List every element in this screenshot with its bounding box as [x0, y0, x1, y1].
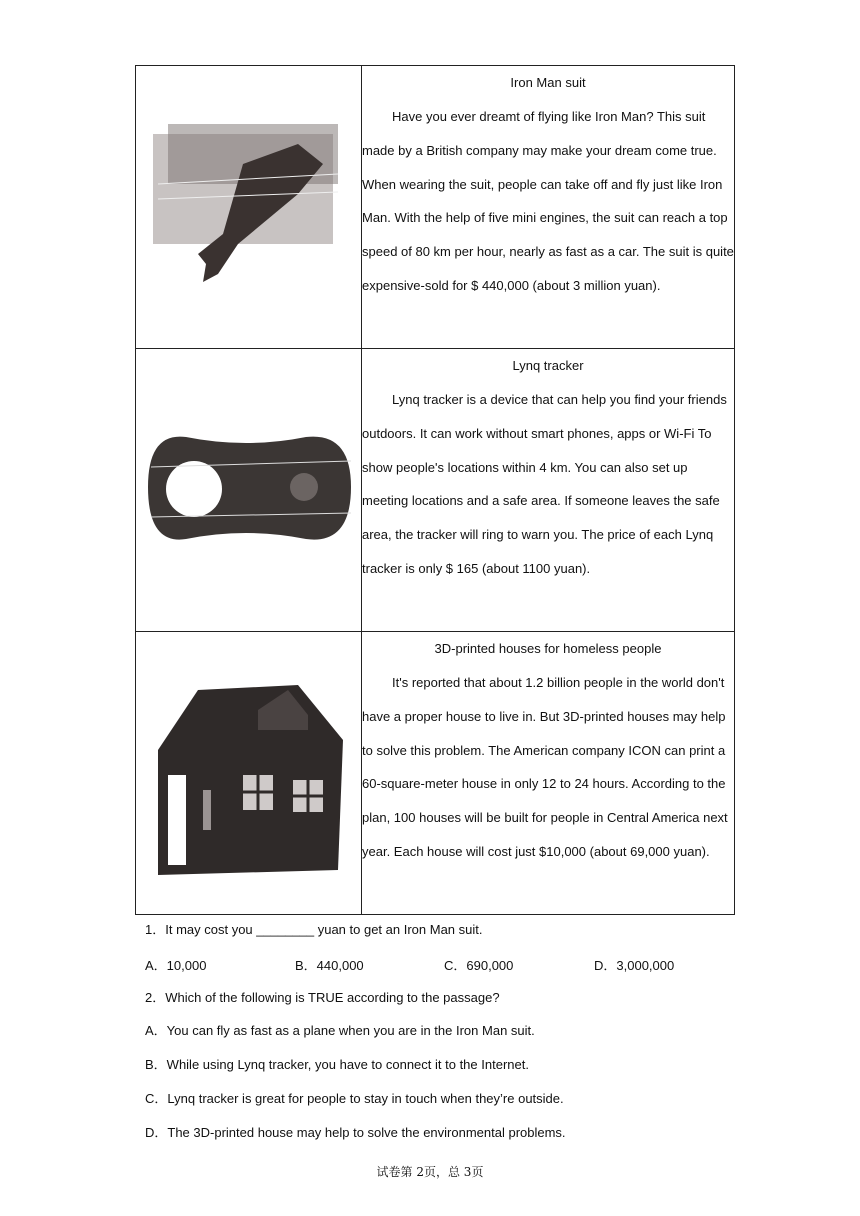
passage-table	[135, 65, 735, 915]
item-body: It's reported that about 1.2 billion people in the world don't have a proper house to live in. But 3D-printed houses may help to solve this problem. The American company ICON can print a 60-square-meter house in only 12 to 24 hours. According to the plan, 100 houses will be built for people in Central America next year. Each house will cost just $10,000 (about 69,000 yuan).	[362, 675, 728, 859]
item-title: Iron Man suit	[510, 75, 586, 90]
option-b[interactable]: B．440,000	[295, 958, 364, 973]
image-cell	[136, 349, 362, 632]
image-cell	[136, 632, 362, 915]
option-d[interactable]: D．The 3D-printed house may help to solve the environmental problems.	[145, 1125, 566, 1140]
text-cell	[362, 66, 735, 349]
image-cell	[136, 66, 362, 349]
table-row	[136, 632, 735, 915]
item-title: 3D-printed houses for homeless people	[434, 641, 662, 656]
option-c[interactable]: C．Lynq tracker is great for people to stay in touch when they’re outside.	[145, 1091, 564, 1106]
question-2: 2．Which of the following is TRUE according to the passage?	[145, 990, 500, 1005]
item-body: Lynq tracker is a device that can help you find your friends outdoors. It can work without smart phones, apps or Wi-Fi To show people's locations within 4 km. You can also set up meeting locations and a safe area. If someone leaves the safe area, the tracker will ring to warn you. The price of each Lynq tracker is only $ 165 (about 1100 yuan).	[362, 392, 727, 576]
tracker-device-image	[146, 427, 356, 557]
item-title: Lynq tracker	[512, 358, 584, 373]
flying-man-image	[148, 124, 348, 294]
option-b[interactable]: B．While using Lynq tracker, you have to connect it to the Internet.	[145, 1057, 529, 1072]
item-body: Have you ever dreamt of flying like Iron Man? This suit made by a British company may make your dream come true. When wearing the suit, people can take off and fly just like Iron Man. With the help of five mini engines, the suit can reach a top speed of 80 km per hour, nearly as fast as a car. The suit is quite expensive-sold for $ 440,000 (about 3 million yuan).	[362, 109, 734, 293]
question-1: 1．It may cost you ________ yuan to get an Iron Man suit.	[145, 922, 483, 937]
option-a[interactable]: A．10,000	[145, 958, 207, 973]
table-row	[136, 66, 735, 349]
table-row	[136, 349, 735, 632]
text-cell	[362, 632, 735, 915]
option-c[interactable]: C．690,000	[444, 958, 514, 973]
option-d[interactable]: D．3,000,000	[594, 958, 675, 973]
text-cell	[362, 349, 735, 632]
option-a[interactable]: A．You can fly as fast as a plane when you are in the Iron Man suit.	[145, 1023, 535, 1038]
page-footer: 试卷第 2页，总 3页	[376, 1165, 484, 1179]
house-image	[148, 670, 348, 880]
